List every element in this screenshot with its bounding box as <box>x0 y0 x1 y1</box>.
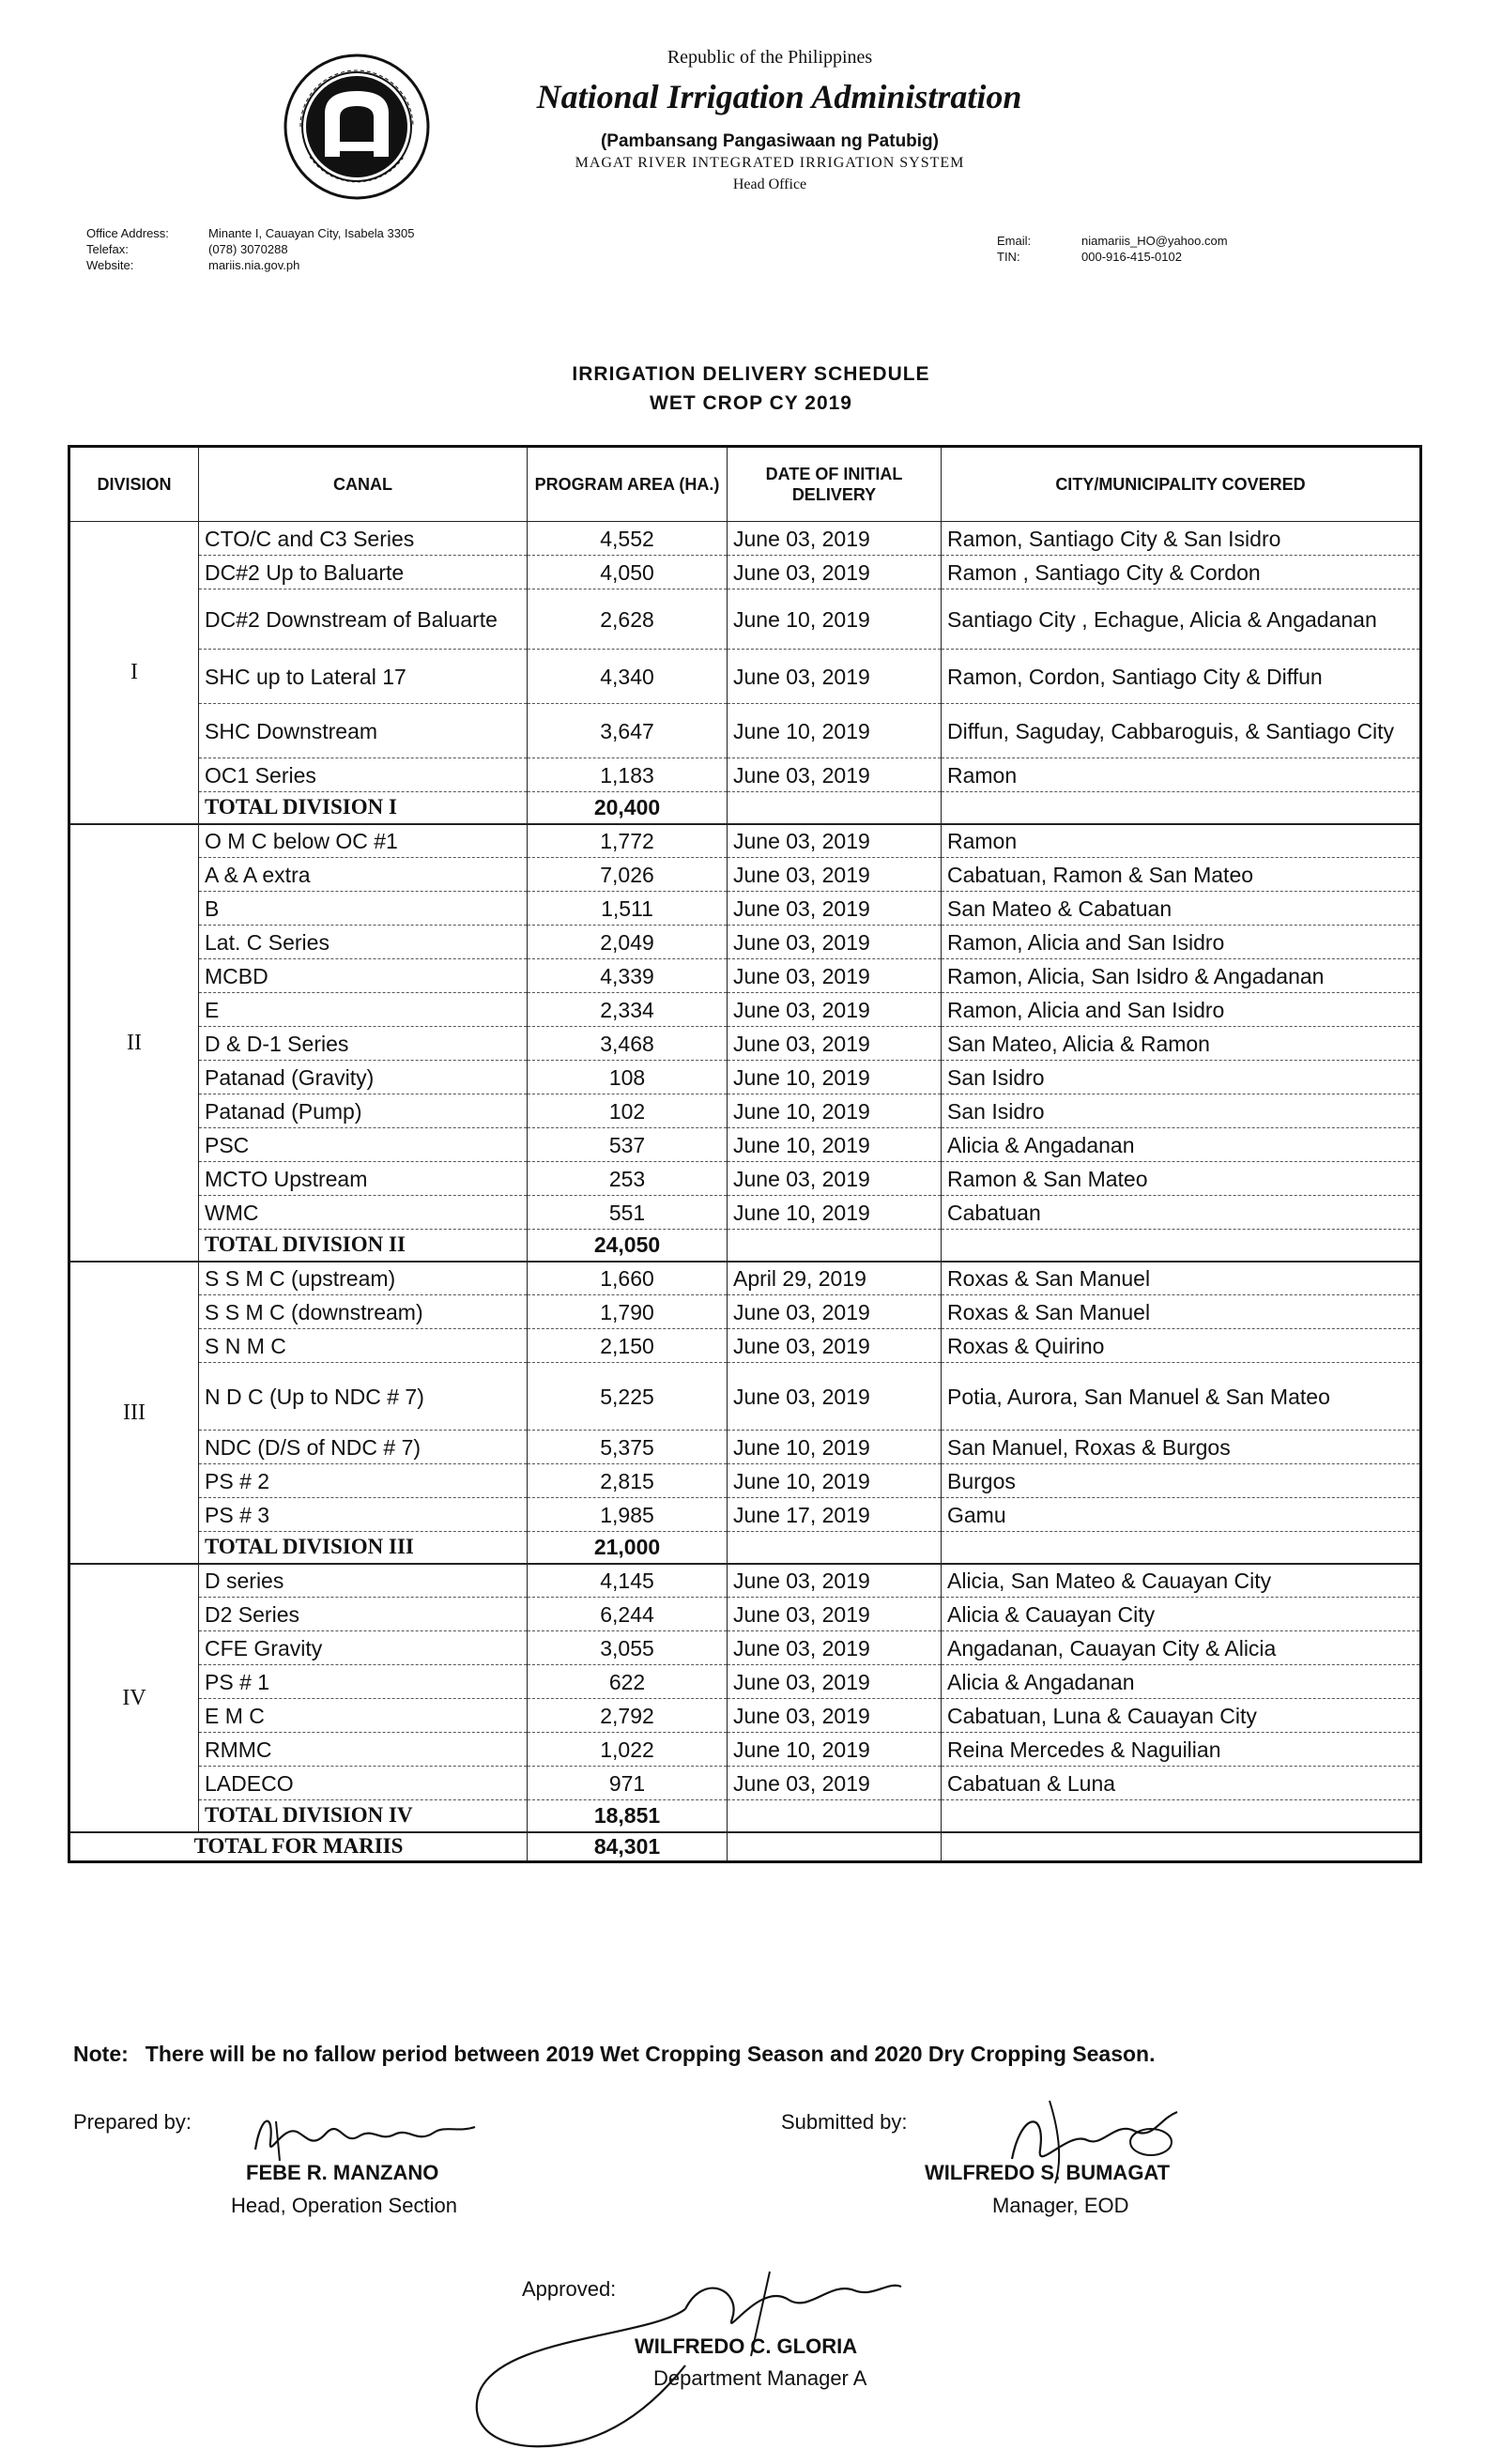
agency-name: National Irrigation Administration <box>536 78 1022 115</box>
city-cell: Ramon , Santiago City & Cordon <box>942 556 1421 589</box>
canal-cell: D2 Series <box>199 1598 528 1631</box>
date-cell: June 03, 2019 <box>728 993 942 1027</box>
program-area-cell: 3,055 <box>528 1631 728 1665</box>
program-area-cell: 2,815 <box>528 1464 728 1498</box>
nia-seal-logo <box>282 52 432 202</box>
telefax: (078) 3070288 <box>208 242 288 256</box>
city-cell: Ramon, Cordon, Santiago City & Diffun <box>942 650 1421 704</box>
city-cell: Alicia, San Mateo & Cauayan City <box>942 1564 1421 1598</box>
website: mariis.nia.gov.ph <box>208 258 300 272</box>
canal-cell: SHC up to Lateral 17 <box>199 650 528 704</box>
table-row <box>69 824 1421 858</box>
submitted-by-label: Submitted by: <box>781 2110 908 2134</box>
canal-cell: S S M C (downstream) <box>199 1295 528 1329</box>
canal-cell: PS # 1 <box>199 1665 528 1699</box>
prepared-name: FEBE R. MANZANO <box>246 2161 439 2184</box>
canal-cell: Lat. C Series <box>199 926 528 959</box>
contact-values-right <box>1081 233 1363 265</box>
city-cell: Cabatuan, Luna & Cauayan City <box>942 1699 1421 1733</box>
division-total-value: 18,851 <box>528 1800 728 1832</box>
republic-heading: Republic of the Philippines <box>667 47 873 68</box>
city-cell: Diffun, Saguday, Cabbaroguis, & Santiago City <box>942 704 1421 758</box>
header-canal: CANAL <box>199 447 528 522</box>
canal-cell: OC1 Series <box>199 758 528 792</box>
date-cell: June 03, 2019 <box>728 959 942 993</box>
table-row <box>69 1464 1421 1498</box>
header-program-area: PROGRAM AREA (HA.) <box>528 447 728 522</box>
grand-total-value: 84,301 <box>528 1832 728 1862</box>
date-cell: June 10, 2019 <box>728 1128 942 1162</box>
canal-cell: DC#2 Downstream of Baluarte <box>199 589 528 650</box>
city-cell: San Manuel, Roxas & Burgos <box>942 1431 1421 1464</box>
contact-labels-right <box>997 233 1063 265</box>
canal-cell: E <box>199 993 528 1027</box>
table-row <box>69 1665 1421 1699</box>
agency-filipino-name: (Pambansang Pangasiwaan ng Patubig) <box>600 131 939 151</box>
city-cell: Burgos <box>942 1464 1421 1498</box>
city-cell: Reina Mercedes & Naguilian <box>942 1733 1421 1767</box>
contact-values-left <box>208 225 565 273</box>
grand-total-row <box>69 1832 1421 1862</box>
date-cell: June 03, 2019 <box>728 650 942 704</box>
table-row <box>69 1329 1421 1363</box>
city-cell: Alicia & Cauayan City <box>942 1598 1421 1631</box>
division-total-value: 21,000 <box>528 1532 728 1564</box>
city-cell: San Isidro <box>942 1061 1421 1094</box>
telefax-label: Telefax: <box>86 242 129 256</box>
canal-cell: Patanad (Gravity) <box>199 1061 528 1094</box>
program-area-cell: 4,340 <box>528 650 728 704</box>
canal-cell: D series <box>199 1564 528 1598</box>
date-cell: June 03, 2019 <box>728 1363 942 1431</box>
division-total-row <box>69 1532 1421 1564</box>
division-total-value: 20,400 <box>528 792 728 824</box>
city-cell: Ramon, Alicia and San Isidro <box>942 926 1421 959</box>
website-label: Website: <box>86 258 134 272</box>
table-row <box>69 1094 1421 1128</box>
date-cell: June 03, 2019 <box>728 1665 942 1699</box>
date-cell: June 03, 2019 <box>728 1329 942 1363</box>
program-area-cell: 4,339 <box>528 959 728 993</box>
division-total-label: TOTAL DIVISION II <box>199 1230 528 1262</box>
tin: 000-916-415-0102 <box>1081 250 1182 264</box>
city-cell: Roxas & San Manuel <box>942 1262 1421 1295</box>
city-cell: San Isidro <box>942 1094 1421 1128</box>
canal-cell: S S M C (upstream) <box>199 1262 528 1295</box>
division-cell: I <box>69 522 199 824</box>
program-area-cell: 1,183 <box>528 758 728 792</box>
table-row <box>69 589 1421 650</box>
canal-cell: MCTO Upstream <box>199 1162 528 1196</box>
header-division: DIVISION <box>69 447 199 522</box>
prepared-position: Head, Operation Section <box>231 2194 457 2217</box>
city-cell: Ramon <box>942 824 1421 858</box>
city-cell: Cabatuan <box>942 1196 1421 1230</box>
city-cell: Alicia & Angadanan <box>942 1128 1421 1162</box>
program-area-cell: 4,145 <box>528 1564 728 1598</box>
program-area-cell: 2,150 <box>528 1329 728 1363</box>
approved-name: WILFREDO C. GLORIA <box>635 2334 858 2358</box>
empty-cell <box>728 1800 942 1832</box>
city-cell: Angadanan, Cauayan City & Alicia <box>942 1631 1421 1665</box>
date-cell: June 03, 2019 <box>728 926 942 959</box>
email-label: Email: <box>997 234 1032 248</box>
note-text: There will be no fallow period between 2019 Wet Cropping Season and 2020 Dry Cropping Season. <box>145 2042 1156 2066</box>
date-cell: June 03, 2019 <box>728 522 942 556</box>
canal-cell: Patanad (Pump) <box>199 1094 528 1128</box>
canal-cell: MCBD <box>199 959 528 993</box>
division-total-value: 24,050 <box>528 1230 728 1262</box>
table-row <box>69 522 1421 556</box>
empty-cell <box>728 1832 942 1862</box>
canal-cell: CFE Gravity <box>199 1631 528 1665</box>
office-address: Minante I, Cauayan City, Isabela 3305 <box>208 226 415 240</box>
note-label: Note: <box>73 2042 129 2066</box>
date-cell: June 10, 2019 <box>728 1733 942 1767</box>
canal-cell: CTO/C and C3 Series <box>199 522 528 556</box>
canal-cell: O M C below OC #1 <box>199 824 528 858</box>
city-cell: Roxas & Quirino <box>942 1329 1421 1363</box>
division-total-label: TOTAL DIVISION IV <box>199 1800 528 1832</box>
program-area-cell: 4,552 <box>528 522 728 556</box>
submitted-name: WILFREDO S. BUMAGAT <box>925 2161 1171 2184</box>
city-cell: Potia, Aurora, San Manuel & San Mateo <box>942 1363 1421 1431</box>
empty-cell <box>942 1800 1421 1832</box>
table-row <box>69 926 1421 959</box>
city-cell: Roxas & San Manuel <box>942 1295 1421 1329</box>
canal-cell: S N M C <box>199 1329 528 1363</box>
date-cell: June 10, 2019 <box>728 704 942 758</box>
table-row <box>69 1767 1421 1800</box>
canal-cell: E M C <box>199 1699 528 1733</box>
program-area-cell: 551 <box>528 1196 728 1230</box>
canal-cell: A & A extra <box>199 858 528 892</box>
program-area-cell: 2,334 <box>528 993 728 1027</box>
table-row <box>69 959 1421 993</box>
canal-cell: NDC (D/S of NDC # 7) <box>199 1431 528 1464</box>
division-total-row <box>69 1800 1421 1832</box>
note <box>73 2042 1444 2067</box>
canal-cell: SHC Downstream <box>199 704 528 758</box>
table-row <box>69 1363 1421 1431</box>
canal-cell: PSC <box>199 1128 528 1162</box>
header-date-initial: DATE OF INITIAL DELIVERY <box>728 447 942 522</box>
office-name: Head Office <box>732 176 807 192</box>
tin-label: TIN: <box>997 250 1020 264</box>
program-area-cell: 1,790 <box>528 1295 728 1329</box>
table-row <box>69 1733 1421 1767</box>
date-cell: June 10, 2019 <box>728 1094 942 1128</box>
date-cell: June 03, 2019 <box>728 556 942 589</box>
system-name: MAGAT RIVER INTEGRATED IRRIGATION SYSTEM <box>575 155 965 171</box>
date-cell: June 03, 2019 <box>728 1699 942 1733</box>
delivery-schedule-table <box>68 445 1422 1863</box>
program-area-cell: 1,660 <box>528 1262 728 1295</box>
table-row <box>69 858 1421 892</box>
city-cell: Cabatuan, Ramon & San Mateo <box>942 858 1421 892</box>
date-cell: June 03, 2019 <box>728 824 942 858</box>
canal-cell: B <box>199 892 528 926</box>
table-row <box>69 1498 1421 1532</box>
date-cell: June 17, 2019 <box>728 1498 942 1532</box>
header-city: CITY/MUNICIPALITY COVERED <box>942 447 1421 522</box>
canal-cell: LADECO <box>199 1767 528 1800</box>
empty-cell <box>728 1230 942 1262</box>
program-area-cell: 7,026 <box>528 858 728 892</box>
division-cell: III <box>69 1262 199 1564</box>
empty-cell <box>728 1532 942 1564</box>
date-cell: June 03, 2019 <box>728 1564 942 1598</box>
empty-cell <box>942 1532 1421 1564</box>
table-row <box>69 556 1421 589</box>
program-area-cell: 971 <box>528 1767 728 1800</box>
city-cell: Alicia & Angadanan <box>942 1665 1421 1699</box>
table-row <box>69 1699 1421 1733</box>
date-cell: June 10, 2019 <box>728 1431 942 1464</box>
program-area-cell: 1,772 <box>528 824 728 858</box>
table-row <box>69 1431 1421 1464</box>
table-row <box>69 704 1421 758</box>
program-area-cell: 2,628 <box>528 589 728 650</box>
grand-total-label: TOTAL FOR MARIIS <box>69 1832 528 1862</box>
date-cell: June 03, 2019 <box>728 758 942 792</box>
date-cell: June 03, 2019 <box>728 1631 942 1665</box>
division-total-label: TOTAL DIVISION III <box>199 1532 528 1564</box>
city-cell: Cabatuan & Luna <box>942 1767 1421 1800</box>
table-row <box>69 1162 1421 1196</box>
program-area-cell: 253 <box>528 1162 728 1196</box>
date-cell: June 03, 2019 <box>728 1162 942 1196</box>
office-address-label: Office Address: <box>86 226 169 240</box>
document-title-block <box>376 360 1126 418</box>
table-row <box>69 1564 1421 1598</box>
date-cell: June 03, 2019 <box>728 1598 942 1631</box>
program-area-cell: 2,049 <box>528 926 728 959</box>
canal-cell: D & D-1 Series <box>199 1027 528 1061</box>
date-cell: June 10, 2019 <box>728 1061 942 1094</box>
approved-label: Approved: <box>522 2277 617 2301</box>
canal-cell: RMMC <box>199 1733 528 1767</box>
program-area-cell: 1,985 <box>528 1498 728 1532</box>
canal-cell: DC#2 Up to Baluarte <box>199 556 528 589</box>
city-cell: Ramon & San Mateo <box>942 1162 1421 1196</box>
division-total-row <box>69 1230 1421 1262</box>
table-row <box>69 1295 1421 1329</box>
table-row <box>69 1262 1421 1295</box>
approved-position: Department Manager A <box>653 2366 867 2390</box>
document-title: IRRIGATION DELIVERY SCHEDULE <box>572 363 930 385</box>
date-cell: June 03, 2019 <box>728 892 942 926</box>
table-row <box>69 1196 1421 1230</box>
date-cell: June 10, 2019 <box>728 589 942 650</box>
program-area-cell: 537 <box>528 1128 728 1162</box>
date-cell: June 10, 2019 <box>728 1196 942 1230</box>
program-area-cell: 5,375 <box>528 1431 728 1464</box>
program-area-cell: 5,225 <box>528 1363 728 1431</box>
date-cell: June 03, 2019 <box>728 1295 942 1329</box>
table-header-row <box>69 447 1421 522</box>
table-row <box>69 758 1421 792</box>
table-row <box>69 892 1421 926</box>
city-cell: San Mateo, Alicia & Ramon <box>942 1027 1421 1061</box>
program-area-cell: 3,647 <box>528 704 728 758</box>
table-row <box>69 650 1421 704</box>
division-cell: II <box>69 824 199 1262</box>
canal-cell: N D C (Up to NDC # 7) <box>199 1363 528 1431</box>
submitted-position: Manager, EOD <box>992 2194 1129 2217</box>
contact-labels-left <box>86 225 190 273</box>
canal-cell: PS # 2 <box>199 1464 528 1498</box>
program-area-cell: 1,511 <box>528 892 728 926</box>
prepared-by-label: Prepared by: <box>73 2110 192 2134</box>
city-cell: Ramon, Santiago City & San Isidro <box>942 522 1421 556</box>
table-body <box>69 522 1421 1862</box>
table-row <box>69 1061 1421 1094</box>
city-cell: Ramon, Alicia and San Isidro <box>942 993 1421 1027</box>
division-total-row <box>69 792 1421 824</box>
program-area-cell: 2,792 <box>528 1699 728 1733</box>
city-cell: Santiago City , Echague, Alicia & Angadanan <box>942 589 1421 650</box>
program-area-cell: 3,468 <box>528 1027 728 1061</box>
empty-cell <box>942 1230 1421 1262</box>
document-subtitle: WET CROP CY 2019 <box>650 392 852 414</box>
date-cell: June 03, 2019 <box>728 1027 942 1061</box>
canal-cell: WMC <box>199 1196 528 1230</box>
email: niamariis_HO@yahoo.com <box>1081 234 1228 248</box>
canal-cell: PS # 3 <box>199 1498 528 1532</box>
division-cell: IV <box>69 1564 199 1832</box>
program-area-cell: 1,022 <box>528 1733 728 1767</box>
table-row <box>69 1631 1421 1665</box>
date-cell: April 29, 2019 <box>728 1262 942 1295</box>
date-cell: June 03, 2019 <box>728 1767 942 1800</box>
empty-cell <box>942 1832 1421 1862</box>
empty-cell <box>942 792 1421 824</box>
program-area-cell: 622 <box>528 1665 728 1699</box>
table-row <box>69 1128 1421 1162</box>
program-area-cell: 4,050 <box>528 556 728 589</box>
program-area-cell: 102 <box>528 1094 728 1128</box>
empty-cell <box>728 792 942 824</box>
table-row <box>69 993 1421 1027</box>
date-cell: June 10, 2019 <box>728 1464 942 1498</box>
date-cell: June 03, 2019 <box>728 858 942 892</box>
table-row <box>69 1598 1421 1631</box>
city-cell: San Mateo & Cabatuan <box>942 892 1421 926</box>
city-cell: Ramon, Alicia, San Isidro & Angadanan <box>942 959 1421 993</box>
program-area-cell: 6,244 <box>528 1598 728 1631</box>
city-cell: Ramon <box>942 758 1421 792</box>
table-row <box>69 1027 1421 1061</box>
program-area-cell: 108 <box>528 1061 728 1094</box>
division-total-label: TOTAL DIVISION I <box>199 792 528 824</box>
city-cell: Gamu <box>942 1498 1421 1532</box>
